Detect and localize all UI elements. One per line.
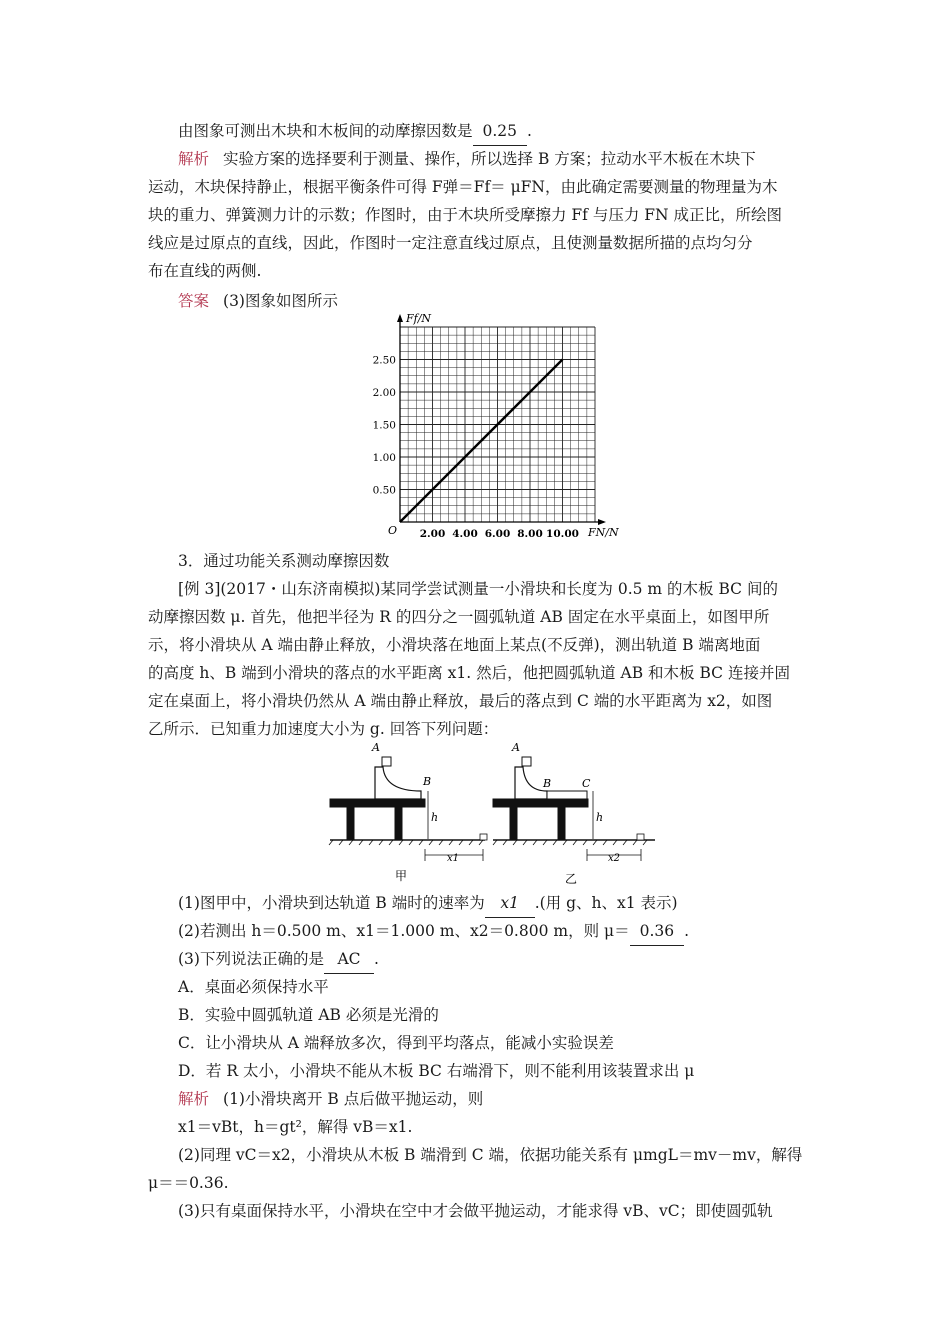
apparatus-diagram (325, 735, 665, 885)
y-axis-arrow (397, 314, 403, 322)
yi-label-A: A (512, 741, 520, 754)
yi-label-B: B (543, 777, 552, 790)
solution-line-2: x1＝vBt，h＝gt²，解得 vB＝x1. (178, 1118, 413, 1136)
example-line-4: 的高度 h、B 端到小滑块的落点的水平距离 x1. 然后，他把圆弧轨道 AB 和木板 BC 连接并固 (148, 664, 790, 682)
analysis-line-1 (178, 146, 838, 173)
analysis-line-3: 块的重力、弹簧测力计的示数；作图时，由于木块所受摩擦力 Ff 与压力 FN 成正比，所绘图 (148, 206, 783, 224)
y-tick-label: 0.50 (372, 484, 396, 497)
x-axis-arrow (598, 519, 606, 525)
yi-label-x2: x2 (608, 853, 621, 864)
answer-tag: 答案 (178, 292, 210, 310)
x-tick-label: 10.00 (546, 528, 579, 540)
question-2-text: (2)若测出 h＝0.500 m、x1＝1.000 m、x2＝0.800 m，则 μ＝ (178, 922, 630, 940)
question-1-answer: x1 (485, 890, 535, 918)
analysis-tag: 解析 (178, 150, 210, 168)
question-3 (178, 946, 838, 974)
option-c: C．让小滑块从 A 端释放多次，得到平均落点，能减小实验误差 (178, 1034, 614, 1052)
question-2-period: . (684, 922, 690, 940)
jia-label-B: B (423, 775, 432, 788)
yi-caption: 乙 (565, 872, 578, 885)
solution-line-5: (3)只有桌面保持水平，小滑块在空中才会做平抛运动，才能求得 vB、vC；即使圆弧轨 (178, 1202, 773, 1220)
solution-tag: 解析 (178, 1090, 210, 1108)
yi-label-C: C (582, 777, 591, 790)
option-a: A．桌面必须保持水平 (178, 978, 329, 996)
analysis-line-2: 运动，木块保持静止，根据平衡条件可得 F弹＝Ff＝ μFN，由此确定需要测量的物理量为木 (148, 178, 778, 196)
y-tick-label: 1.50 (372, 419, 396, 432)
example-line-1: [例 3](2017・山东济南模拟)某同学尝试测量一小滑块和长度为 0.5 m 的木板 BC 间的 (178, 580, 778, 598)
friction-chart (360, 310, 620, 545)
jia-label-h: h (431, 811, 439, 824)
result-answer: 0.25 (473, 118, 528, 146)
question-2 (178, 918, 838, 946)
question-1-text: (1)图甲中，小滑块到达轨道 B 端时的速率为 (178, 894, 485, 912)
jia-label-A: A (372, 741, 380, 754)
solution-text-1: (1)小滑块离开 B 点后做平抛运动，则 (223, 1090, 484, 1108)
option-b: B．实验中圆弧轨道 AB 必须是光滑的 (178, 1006, 439, 1024)
analysis-line-5: 布在直线的两侧. (148, 262, 262, 280)
x-tick-label: 2.00 (419, 528, 446, 540)
example-line-6: 乙所示．已知重力加速度大小为 g. 回答下列问题： (148, 720, 499, 738)
y-tick-label: 2.50 (372, 354, 396, 367)
question-3-answer: AC (324, 946, 374, 974)
y-tick-label: 2.00 (372, 387, 396, 399)
example-line-2: 动摩擦因数 μ. 首先，他把半径为 R 的四分之一圆弧轨道 AB 固定在水平桌面上，如图甲所 (148, 608, 770, 626)
x-tick-label: 8.00 (517, 528, 543, 540)
solution-line-4: μ＝＝0.36. (148, 1174, 229, 1192)
solution-line-3: (2)同理 vC＝x2，小滑块从木板 B 端滑到 C 端，依据功能关系有 μmgL＝mv－mv，解得 (178, 1146, 803, 1164)
question-1-hint: .(用 g、h、x1 表示) (534, 894, 678, 912)
origin-label: O (388, 524, 398, 537)
analysis-line-4: 线应是过原点的直线，因此，作图时一定注意直线过原点，且使测量数据所描的点均匀分 (148, 234, 753, 252)
jia-caption: 甲 (395, 869, 408, 883)
question-2-answer: 0.36 (630, 918, 685, 946)
y-axis-label: Ff/N (406, 312, 432, 325)
example-line-5: 定在桌面上，将小滑块仍然从 A 端由静止释放，最后的落点到 C 端的水平距离为 x2，如图 (148, 692, 773, 710)
x-tick-label: 4.00 (452, 528, 478, 540)
analysis-text-1: 实验方案的选择要利于测量、操作，所以选择 B 方案；拉动水平木板在木块下 (223, 150, 756, 168)
result-period: . (527, 122, 532, 140)
yi-label-h: h (596, 811, 604, 824)
y-tick-label: 1.00 (372, 452, 396, 464)
figure-yi (493, 757, 655, 861)
answer-text: (3)图象如图所示 (223, 292, 338, 310)
x-axis-label: FN/N (588, 526, 619, 539)
section-3-title: 3．通过功能关系测动摩擦因数 (178, 552, 390, 570)
solution-line-1 (178, 1086, 838, 1113)
question-1 (178, 890, 838, 918)
result-text: 由图象可测出木块和木板间的动摩擦因数是 (178, 122, 473, 140)
figure-jia (329, 757, 487, 861)
question-3-text: (3)下列说法正确的是 (178, 950, 324, 968)
example-line-3: 示，将小滑块从 A 端由静止释放，小滑块落在地面上某点(不反弹)，测出轨道 B 端离地面 (148, 636, 761, 654)
result-line (178, 118, 838, 146)
option-d: D．若 R 太小，小滑块不能从木板 BC 右端滑下，则不能利用该装置求出 μ (178, 1062, 695, 1080)
x-tick-label: 6.00 (484, 528, 511, 540)
question-3-period: . (373, 950, 379, 968)
jia-label-x1: x1 (447, 853, 460, 864)
